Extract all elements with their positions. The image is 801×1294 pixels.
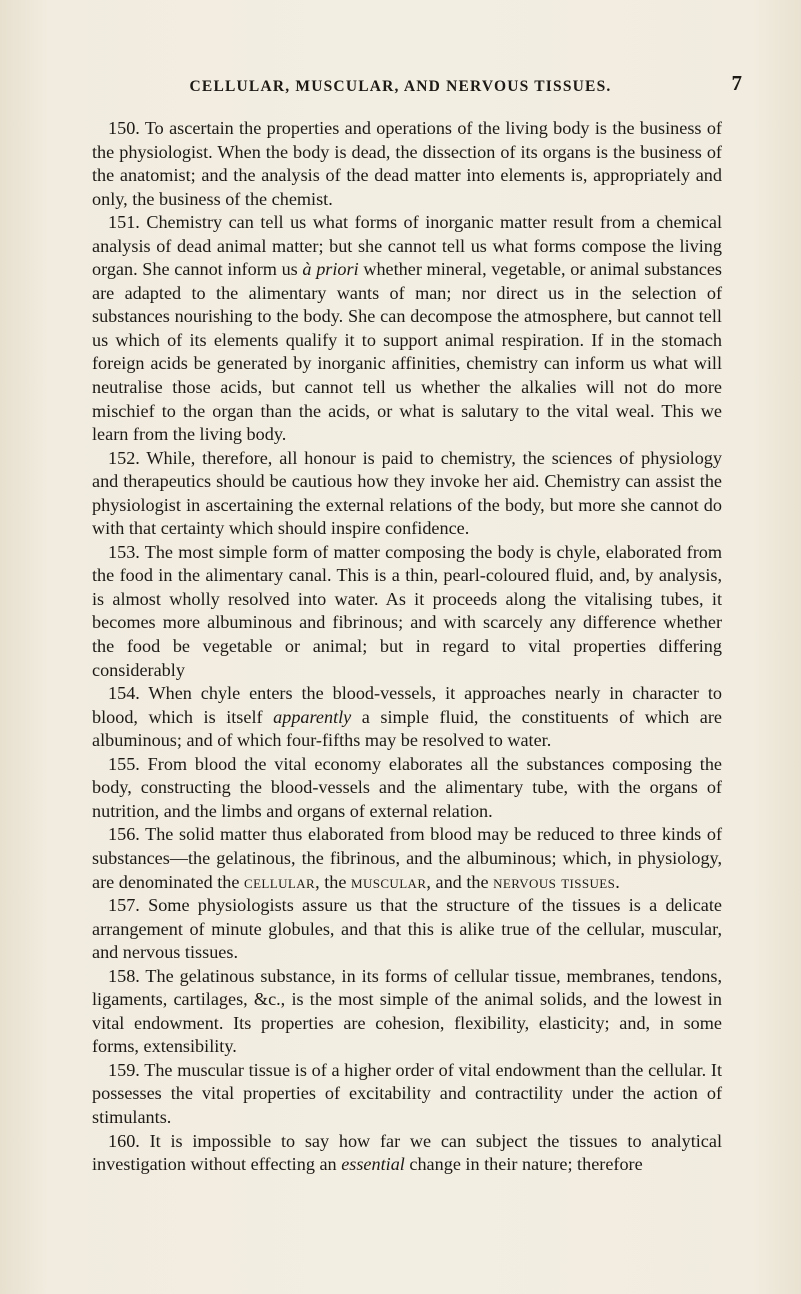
paragraph-160-text-a: 160. It is impossible to say how far we can subject the tissues to analytical investigation without effecting an — [92, 1130, 722, 1175]
paragraph-156-text-a: 156. The solid matter thus elaborated from blood may be reduced to three kinds of substances—the gelatinous, the fibrinous, and the albuminous; which, in physiology, are denominated the — [92, 824, 722, 892]
paragraph-160-italic: essential — [341, 1154, 405, 1175]
paragraph-157: 157. Some physiologists assure us that the structure of the tissues is a delicate arrangement of minute globules, and that this is alike true of the cellular, muscular, and nervous tissues. — [92, 895, 722, 963]
paragraph-151-italic: à priori — [302, 259, 359, 280]
paragraph-150: 150. To ascertain the properties and operations of the living body is the business of the physiologist. When the body is dead, the dissection of its organs is the business of the anatomist; and the analysis of the dead matter into elements is, appropriately and only, the business of the chemist. — [92, 118, 722, 209]
term-cellular: cellular — [244, 871, 316, 892]
paragraph-160 — [92, 1130, 722, 1177]
paragraph-153: 153. The most simple form of matter composing the body is chyle, elaborated from the food in the alimentary canal. This is a thin, pearl-coloured fluid, and, by analysis, is almost wholly resolved into water. As it proceeds along the vitalising tubes, it becomes more albuminous and fibrinous; and with scarcely any difference whether the food be vegetable or animal; but in regard to vital properties differing considerably — [92, 541, 722, 680]
page-number: 7 — [731, 71, 742, 95]
paragraph-154-text-a: 154. When chyle enters the blood-vessels, it approaches nearly in character to blood, which is itself — [92, 683, 722, 727]
paragraph-154-text-b: a simple fluid, the constituents of which are albuminous; and of which four-fifths may be resolved to water. — [92, 706, 723, 751]
running-title: CELLULAR, MUSCULAR, AND NERVOUS TISSUES. — [189, 78, 612, 95]
body-text — [92, 117, 722, 1177]
paragraph-151-text-a: 151. Chemistry can tell us what forms of inorganic matter result from a chemical analysis of dead animal matter; but she cannot tell us what forms compose the living organ. She cannot inform us — [92, 212, 722, 280]
paragraph-160-text-b: change in their nature; therefore — [404, 1154, 643, 1175]
paragraph-156 — [92, 823, 722, 894]
paragraph-154 — [92, 682, 722, 753]
paragraph-151 — [92, 211, 722, 446]
paragraph-158: 158. The gelatinous substance, in its forms of cellular tissue, membranes, tendons, ligaments, cartilages, &c., is the most simple of the animal solids, and the lowest in vital endowment. Its properties are cohesion, flexibility, elasticity; and, in some forms, extensibility. — [92, 965, 722, 1057]
paragraph-159: 159. The muscular tissue is of a higher order of vital endowment than the cellular. It possesses the vital properties of excitability and contractility under the action of stimulants. — [92, 1059, 722, 1127]
term-muscular: muscular — [350, 871, 427, 892]
paragraph-156-text-b: , the — [315, 871, 351, 892]
paragraph-155: 155. From blood the vital economy elaborates all the substances composing the body, constructing the blood-vessels and the alimentary tube, with the organs of nutrition, and the limbs and organs of external relation. — [92, 753, 722, 821]
paragraph-156-text-c: , and the — [426, 871, 494, 892]
term-nervous-tissues: nervous tissues — [493, 871, 616, 892]
paragraph-152: 152. While, therefore, all honour is paid to chemistry, the sciences of physiology and therapeutics should be cautious how they invoke her aid. Chemistry can assist the physiologist in ascertaining the external relations of the body, but more she cannot do with that certainty which should inspire confidence. — [92, 447, 722, 539]
paragraph-156-text-d: . — [615, 871, 620, 892]
paragraph-151-text-b: whether mineral, vegetable, or animal substances are adapted to the alimentary wants of man; nor direct us in the selection of substances nourishing to the body. She can decompose the atmosphere, but cannot tell us which of its elements qualify it to support animal respiration. If in the stomach foreign acids be generated by inorganic affinities, chemistry can inform us what will neutralise those acids, but cannot tell us whether the alkalies will not do more mischief to the organ than the acids, or what is salutary to the vital weal. This we learn from the living body. — [92, 259, 722, 445]
paragraph-154-italic: apparently — [273, 706, 352, 727]
page-header — [0, 71, 801, 108]
